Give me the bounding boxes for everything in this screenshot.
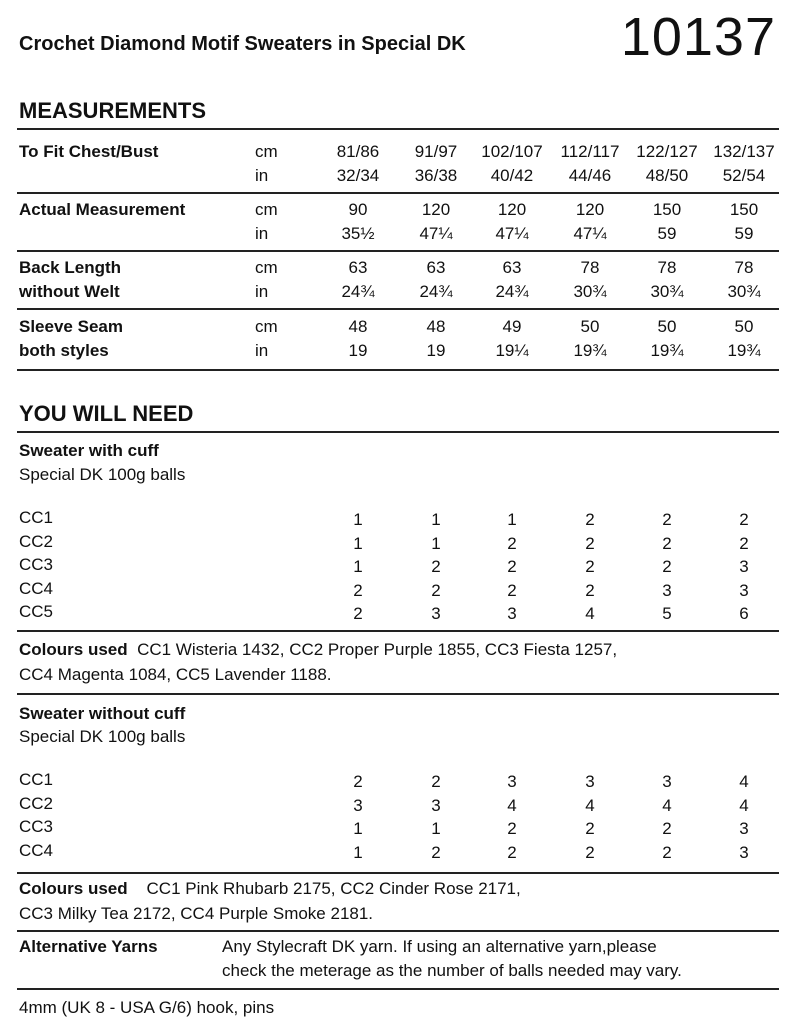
row-label: To Fit Chest/Bust: [19, 142, 159, 161]
ball-count: 2: [662, 557, 672, 576]
divider: [17, 369, 779, 371]
cell-cm: 63: [502, 258, 522, 277]
cell-in: 19¼: [495, 341, 529, 360]
ball-count: 3: [739, 819, 749, 838]
ball-count: 2: [585, 557, 595, 576]
ball-count: 2: [507, 580, 517, 600]
cell-cm: 90: [348, 200, 368, 219]
cell-in: 48/50: [645, 166, 689, 185]
ball-count: 4: [585, 795, 595, 815]
yarn-name: CC2: [19, 793, 54, 813]
cell-cm: 120: [575, 200, 605, 219]
ball-count: 1: [431, 510, 441, 529]
unit-label: cm: [255, 142, 278, 161]
cell-in: 32/34: [336, 166, 380, 185]
unit-label: cm: [255, 258, 278, 277]
cell-in: 19: [348, 341, 368, 360]
with-cuff-subtitle: Special DK 100g balls: [19, 465, 186, 484]
cell-cm: 102/107: [481, 142, 543, 161]
ball-count: 1: [431, 819, 441, 838]
without-cuff-title: Sweater without cuff: [19, 704, 186, 723]
unit-label: cm: [255, 200, 278, 219]
unit-label: cm: [255, 317, 278, 336]
cell-cm: 150: [652, 200, 682, 219]
cell-in: 24¾: [419, 282, 453, 301]
cell-in: 59: [734, 224, 754, 243]
colours-line-2: CC3 Milky Tea 2172, CC4 Purple Smoke 2181.: [19, 904, 374, 923]
row-divider: [17, 250, 779, 252]
measurements-heading: MEASUREMENTS: [19, 98, 207, 123]
divider: [17, 872, 779, 874]
cell-in: 24¾: [495, 282, 529, 301]
cell-cm: 150: [729, 200, 759, 219]
cell-in: 47¼: [573, 224, 607, 243]
ball-count: 3: [431, 795, 441, 815]
ball-count: 2: [739, 510, 749, 529]
row-label: Back Length: [19, 258, 122, 277]
cell-cm: 122/127: [636, 142, 698, 161]
ball-count: 4: [662, 795, 672, 815]
ball-count: 2: [431, 557, 441, 576]
ball-count: 2: [662, 533, 672, 553]
pattern-number: 10137: [620, 7, 776, 67]
ball-count: 2: [585, 533, 595, 553]
cell-cm: 50: [657, 317, 677, 336]
alternative-yarns-line-2: check the meterage as the number of balls needed may vary.: [222, 961, 682, 980]
ball-count: 3: [662, 580, 672, 600]
yarn-name: CC1: [19, 508, 54, 527]
cell-in: 19¾: [650, 341, 684, 360]
cell-in: 47¼: [419, 224, 453, 243]
row-label: without Welt: [19, 282, 120, 301]
hook-note: 4mm (UK 8 - USA G/6) hook, pins: [19, 998, 275, 1017]
cell-cm: 48: [348, 317, 368, 336]
divider: [17, 431, 779, 433]
ball-count: 2: [585, 510, 595, 529]
yarn-name: CC4: [19, 578, 54, 598]
ball-count: 3: [431, 604, 441, 623]
ball-count: 2: [585, 842, 595, 862]
cell-cm: 78: [657, 258, 677, 277]
ball-count: 4: [739, 795, 749, 815]
cell-cm: 63: [348, 258, 368, 277]
divider: [17, 128, 779, 130]
cell-in: 19¾: [727, 341, 761, 360]
row-label: Actual Measurement: [19, 200, 186, 219]
ball-count: 3: [739, 580, 749, 600]
cell-cm: 78: [580, 258, 600, 277]
ball-count: 2: [431, 842, 441, 862]
ball-count: 1: [353, 819, 363, 838]
cell-in: 36/38: [414, 166, 458, 185]
ball-count: 1: [353, 510, 363, 529]
alternative-yarns-line-1: Any Stylecraft DK yarn. If using an alternative yarn,please: [222, 937, 657, 956]
ball-count: 5: [662, 604, 672, 623]
divider: [17, 630, 779, 632]
cell-in: 47¼: [495, 224, 529, 243]
ball-count: 4: [585, 604, 595, 623]
cell-cm: 78: [734, 258, 754, 277]
document-title: Crochet Diamond Motif Sweaters in Special DK: [19, 33, 466, 55]
ball-count: 2: [353, 604, 363, 623]
colours-used-label: Colours used: [19, 879, 128, 898]
row-label: both styles: [19, 341, 109, 360]
ball-count: 3: [507, 604, 517, 623]
yarn-name: CC3: [19, 817, 54, 836]
row-divider: [17, 308, 779, 310]
cell-in: 35½: [341, 224, 375, 243]
cell-in: 40/42: [490, 166, 534, 185]
alternative-yarns-label: Alternative Yarns: [19, 937, 158, 956]
yarn-name: CC4: [19, 840, 54, 860]
ball-count: 2: [662, 510, 672, 529]
with-cuff-title: Sweater with cuff: [19, 441, 159, 460]
ball-count: 2: [662, 842, 672, 862]
ball-count: 2: [507, 533, 517, 553]
ball-count: 2: [353, 772, 363, 791]
ball-count: 4: [739, 772, 749, 791]
cell-cm: 132/137: [713, 142, 775, 161]
ball-count: 3: [585, 772, 595, 791]
ball-count: 3: [662, 772, 672, 791]
ball-count: 1: [353, 842, 363, 862]
divider: [17, 988, 779, 990]
colours-line-1: CC1 Pink Rhubarb 2175, CC2 Cinder Rose 2171,: [146, 879, 521, 898]
cell-cm: 120: [421, 200, 451, 219]
cell-in: 30¾: [727, 282, 761, 301]
ball-count: 2: [662, 819, 672, 838]
cell-in: 59: [657, 224, 677, 243]
without-cuff-colours: [19, 877, 521, 901]
unit-label: in: [255, 341, 269, 360]
cell-in: 19¾: [573, 341, 607, 360]
ball-count: 1: [353, 557, 363, 576]
cell-in: 30¾: [573, 282, 607, 301]
cell-in: 30¾: [650, 282, 684, 301]
cell-cm: 120: [497, 200, 527, 219]
cell-cm: 112/117: [560, 142, 620, 161]
row-label: Sleeve Seam: [19, 317, 123, 336]
yarn-name: CC1: [19, 770, 54, 789]
cell-cm: 49: [502, 317, 522, 336]
ball-count: 1: [353, 533, 363, 553]
ball-count: 2: [507, 557, 517, 576]
cell-in: 44/46: [568, 166, 612, 185]
yarn-name: CC3: [19, 555, 54, 574]
ball-count: 2: [431, 580, 441, 600]
ball-count: 2: [739, 533, 749, 553]
cell-in: 52/54: [722, 166, 766, 185]
ball-count: 2: [353, 580, 363, 600]
cell-cm: 91/97: [414, 142, 458, 161]
ball-count: 3: [507, 772, 517, 791]
cell-cm: 50: [734, 317, 754, 336]
you-will-need-heading: YOU WILL NEED: [19, 401, 194, 426]
unit-label: in: [255, 282, 269, 301]
cell-cm: 48: [426, 317, 446, 336]
row-divider: [17, 192, 779, 194]
cell-cm: 63: [426, 258, 446, 277]
ball-count: 2: [585, 819, 595, 838]
yarn-name: CC5: [19, 602, 54, 621]
cell-cm: 50: [580, 317, 600, 336]
colours-line-2: CC4 Magenta 1084, CC5 Lavender 1188.: [19, 665, 332, 684]
ball-count: 4: [507, 795, 517, 815]
ball-count: 2: [507, 819, 517, 838]
ball-count: 3: [739, 557, 749, 576]
ball-count: 3: [353, 795, 363, 815]
ball-count: 2: [431, 772, 441, 791]
ball-count: 1: [507, 510, 517, 529]
with-cuff-colours: [19, 638, 617, 662]
cell-cm: 81/86: [336, 142, 380, 161]
divider: [17, 930, 779, 932]
colours-used-label: Colours used: [19, 640, 128, 659]
divider: [17, 693, 779, 695]
cell-in: 19: [426, 341, 446, 360]
without-cuff-subtitle: Special DK 100g balls: [19, 727, 186, 746]
unit-label: in: [255, 224, 269, 243]
ball-count: 2: [507, 842, 517, 862]
ball-count: 6: [739, 604, 749, 623]
yarn-name: CC2: [19, 531, 54, 551]
colours-line-1: CC1 Wisteria 1432, CC2 Proper Purple 1855, CC3 Fiesta 1257,: [137, 640, 618, 659]
ball-count: 3: [739, 842, 749, 862]
ball-count: 2: [585, 580, 595, 600]
cell-in: 24¾: [341, 282, 375, 301]
ball-count: 1: [431, 533, 441, 553]
unit-label: in: [255, 166, 269, 185]
